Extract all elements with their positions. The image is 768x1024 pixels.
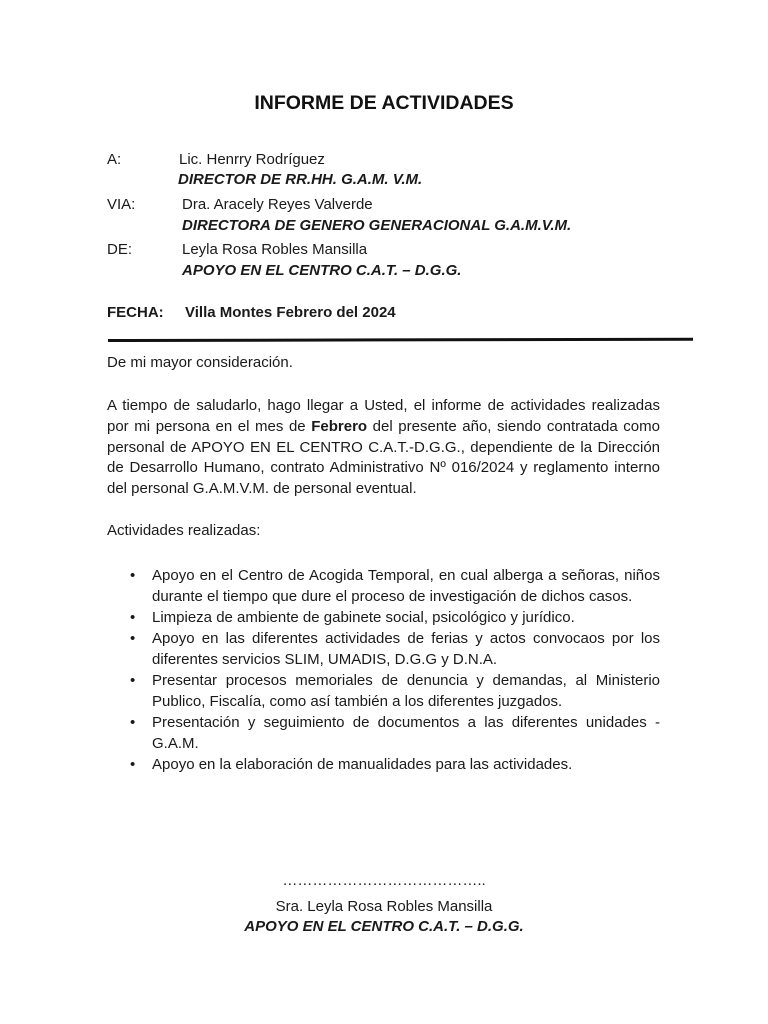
document-title: INFORME DE ACTIVIDADES [254, 92, 514, 114]
signature-role: APOYO EN EL CENTRO C.A.T. – D.G.G. [244, 918, 524, 935]
intro-line: de Desarrollo Humano, contrato Administrativo Nº 016/2024 y reglamento interno [107, 459, 660, 477]
via-label: VIA: [107, 196, 136, 213]
horizontal-rule [108, 338, 693, 342]
activities-heading: Actividades realizadas: [107, 522, 261, 539]
list-item: • Limpieza de ambiente de gabinete social, psicológico y jurídico. [130, 609, 575, 626]
bullet-icon: • [130, 609, 136, 626]
from-name: Leyla Rosa Robles Mansilla [182, 241, 368, 258]
intro-paragraph [107, 396, 660, 500]
via-role: DIRECTORA DE GENERO GENERACIONAL G.A.M.V.M. [182, 217, 572, 234]
bullet-icon: • [130, 714, 136, 731]
list-item: • Apoyo en la elaboración de manualidades para las actividades. [130, 756, 573, 773]
list-item: • Apoyo en las diferentes actividades de ferias y actos convocaos por los diferentes servicios SLIM, UMADIS, D.G.G y D.N.A. [130, 630, 660, 668]
greeting: De mi mayor consideración. [107, 354, 293, 371]
intro-line: por mi persona en el mes de Febrero del presente año, siendo contratada como [107, 417, 660, 435]
from-role: APOYO EN EL CENTRO C.A.T. – D.G.G. [182, 262, 462, 279]
list-item: • Apoyo en el Centro de Acogida Temporal, en cual alberga a señoras, niños durante el tiempo que dure el proceso de investigación de dichos casos. [130, 567, 660, 605]
to-name: Lic. Henrry Rodríguez [179, 151, 325, 168]
bullet-icon: • [130, 630, 136, 647]
intro-line: del personal G.A.M.V.M. de personal eventual. [107, 480, 417, 498]
to-role: DIRECTOR DE RR.HH. G.A.M. V.M. [178, 171, 423, 188]
list-item: • Presentación y seguimiento de documentos a las diferentes unidades - G.A.M. [130, 714, 660, 752]
bullet-icon: • [130, 672, 136, 689]
intro-line: A tiempo de saludarlo, hago llegar a Usted, el informe de actividades realizadas [107, 397, 660, 414]
bullet-icon: • [130, 756, 136, 773]
date-value: Villa Montes Febrero del 2024 [185, 304, 396, 321]
from-label: DE: [107, 241, 133, 258]
activities-list [127, 565, 660, 775]
via-name: Dra. Aracely Reyes Valverde [182, 196, 373, 213]
intro-line: personal de APOYO EN EL CENTRO C.A.T.-D.G.G., dependiente de la Dirección [107, 438, 660, 456]
month-bold: Febrero [311, 417, 368, 435]
list-item: • Presentar procesos memoriales de denuncia y demandas, al Ministerio Publico, Fiscalía, como así también a los diferentes juzgados. [130, 672, 660, 710]
to-label: A: [107, 151, 122, 168]
bullet-icon: • [130, 567, 136, 584]
signature-line: ………………………………….. [282, 872, 486, 889]
signature-name: Sra. Leyla Rosa Robles Mansilla [275, 898, 493, 915]
date-label: FECHA: [107, 304, 164, 321]
